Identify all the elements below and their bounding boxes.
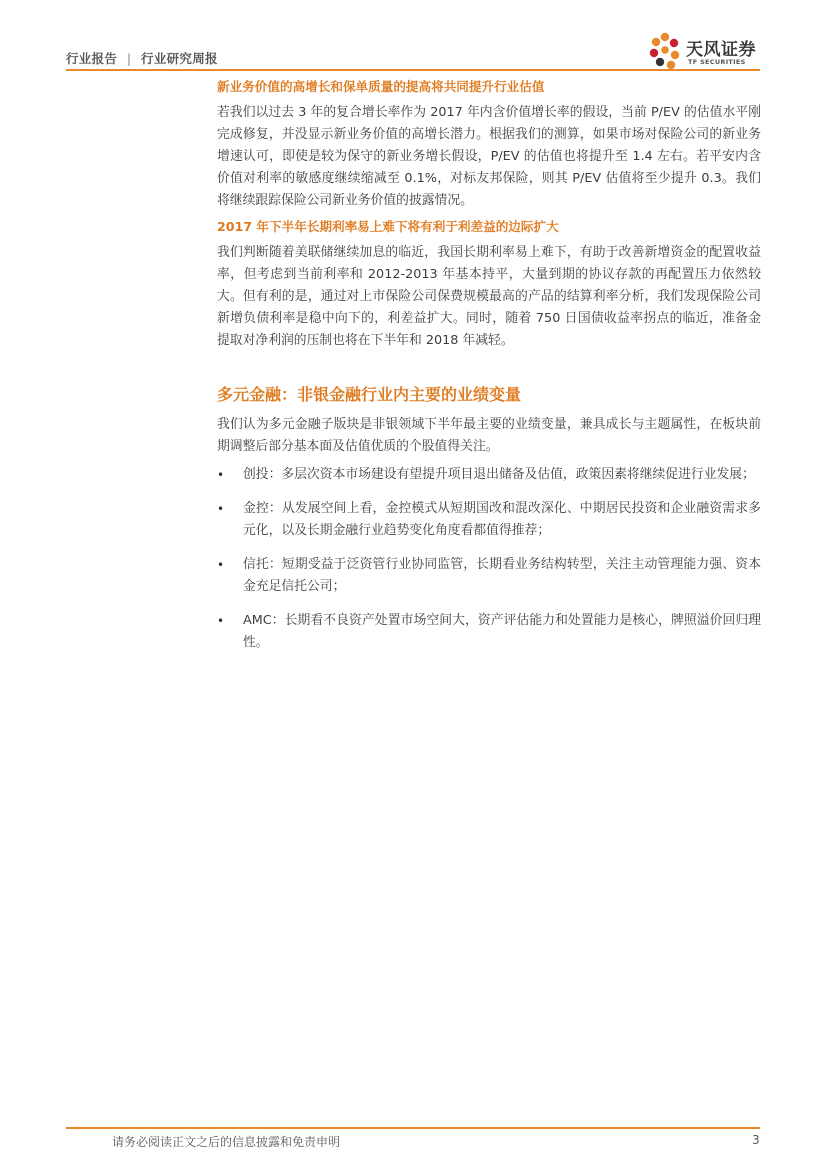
list-item-text: 信托：短期受益于泛资管行业协同监管，长期看业务结构转型，关注主动管理能力强、资本金充足信托公司； — [243, 557, 761, 594]
bullet-dot: • — [217, 468, 225, 482]
paragraph-interest-rate: 我们判断随着美联储继续加息的临近，我国长期利率易上难下，有助于改善新增资金的配置收益率，但考虑到当前利率和 2012-2013 年基本持平，大量到期的协议存款的再配置压力依然较大。但有利的是，通过对上市保险公司保费规模最高的产品的结算利率分析，我们发现保险公司新增负债利率是稳中向下的，利差益扩大。同时，随着 750 日国债收益率拐点的临近，准备金提取对净利润的压制也将在下半年和 2018 年减轻。 — [217, 245, 761, 348]
list-item-text: AMC：长期看不良资产处置市场空间大，资产评估能力和处置能力是核心，牌照溢价回归理性。 — [243, 613, 761, 650]
list-item-venture-capital — [217, 464, 761, 486]
list-item-trust — [217, 554, 761, 598]
bullet-dot: • — [217, 614, 225, 628]
paragraph-new-business-value: 若我们以过去 3 年的复合增长率作为 2017 年内含价值增长率的假设，当前 P/EV 的估值水平刚完成修复，并没显示新业务价值的高增长潜力。根据我们的测算，如果市场对保险公司的新业务增速认可，即使是较为保守的新业务增长假设，P/EV 的估值也将提升至 1.4 左右。若平安内含价值对利率的敏感度继续缩减至 0.1%，对标友邦保险，则其 P/EV 估值将至少提升 0.3。我们将继续跟踪保险公司新业务价值的披露情况。 — [217, 105, 761, 208]
list-item-financial-holding — [217, 498, 761, 542]
logo-name-en: TF SECURITIES — [688, 58, 746, 66]
header-rule — [66, 69, 760, 71]
report-type-header — [66, 49, 218, 67]
report-body — [217, 78, 761, 666]
list-item-amc — [217, 610, 761, 654]
header-subcategory: 行业研究周报 — [141, 51, 218, 66]
flower-logo-icon — [648, 30, 684, 72]
logo-name-cn: 天风证券 — [686, 40, 756, 60]
section-title-diversified-finance: 多元金融：非银金融行业内主要的业绩变量 — [217, 385, 522, 404]
bullet-dot: • — [217, 502, 225, 516]
list-item-text: 金控：从发展空间上看，金控模式从短期国改和混改深化、中期居民投资和企业融资需求多元化，以及长期金融行业趋势变化角度看都值得推荐； — [243, 501, 761, 538]
footer-rule — [66, 1127, 760, 1129]
subheading-new-business-value: 新业务价值的高增长和保单质量的提高将共同提升行业估值 — [217, 79, 545, 94]
page-number: 3 — [752, 1133, 760, 1147]
header-category: 行业报告 — [66, 51, 118, 66]
paragraph-diversified-intro: 我们认为多元金融子版块是非银领域下半年最主要的业绩变量，兼具成长与主题属性，在板块前期调整后部分基本面及估值优质的个股值得关注。 — [217, 417, 761, 454]
bullet-list — [217, 464, 761, 654]
bullet-dot: • — [217, 558, 225, 572]
header-separator: | — [126, 51, 132, 66]
subheading-interest-rate: 2017 年下半年长期利率易上难下将有利于利差益的边际扩大 — [217, 219, 559, 234]
footer-disclaimer: 请务必阅读正文之后的信息披露和免责申明 — [112, 1135, 341, 1149]
tf-securities-logo — [648, 30, 768, 72]
list-item-text: 创投：多层次资本市场建设有望提升项目退出储备及估值，政策因素将继续促进行业发展； — [243, 467, 755, 482]
